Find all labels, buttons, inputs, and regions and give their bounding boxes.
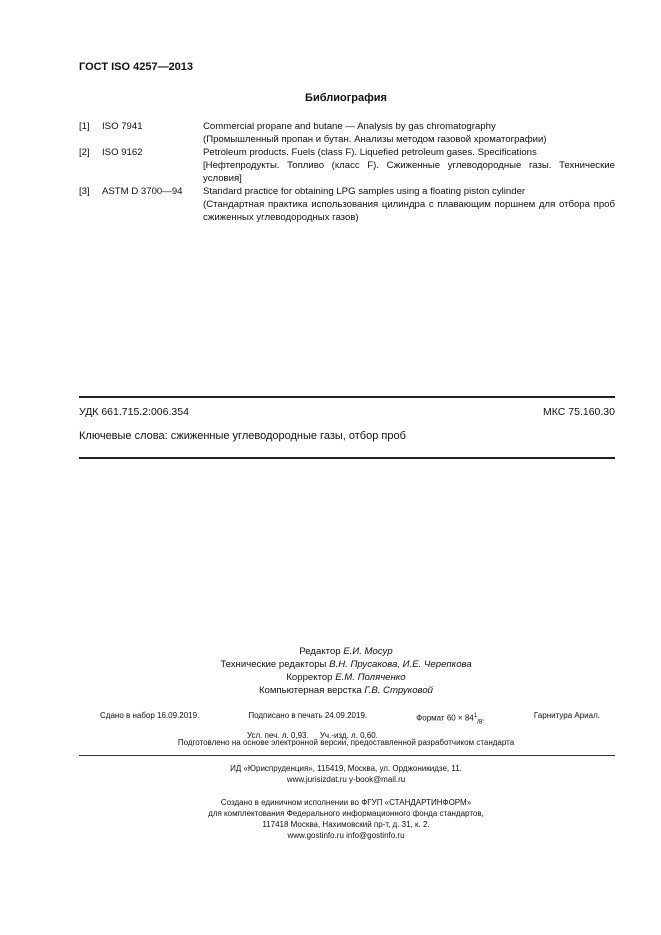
bibliography-entry	[79, 146, 615, 185]
editor-name: Е.И. Мосур	[343, 646, 393, 657]
print-sheets: Усл. печ. л. 0,93.	[247, 731, 309, 741]
editor-line	[0, 645, 661, 658]
made-by-line: Создано в единичном исполнении во ФГУП «СТАНДАРТИНФОРМ»	[220, 798, 472, 807]
entry-code: ISO 9162	[102, 147, 143, 158]
entry-number: [1]	[79, 121, 90, 132]
tech-editors-line	[0, 658, 661, 671]
tech-editors-label: Технические редакторы	[220, 659, 327, 670]
publisher-block	[0, 763, 661, 785]
publisher-contacts: www.jurisizdat.ru y-book@mail.ru	[286, 775, 406, 784]
entry-line: (Стандартная практика использования цилиндра с плавающим поршнем для отбора проб сжиженных углеводородных газов)	[203, 199, 615, 223]
thin-divider	[79, 755, 615, 756]
bibliography-list	[79, 120, 615, 224]
print-info-line	[100, 709, 600, 729]
format-sub: /8	[477, 718, 483, 726]
credits-block	[0, 645, 661, 697]
entry-code: ASTM D 3700—94	[102, 186, 183, 197]
print-format: Формат $60 \times 84^1_{/8}$.	[416, 713, 485, 726]
made-by-address: 117418 Москва, Нахимовский пр-т, д. 31, к. 2.	[262, 820, 430, 829]
entry-text	[203, 120, 615, 146]
layout-name: Г.В. Струковой	[364, 685, 434, 696]
entry-text	[203, 185, 615, 224]
made-by-block	[0, 797, 661, 841]
format-prefix: Формат 60 × 84	[416, 713, 474, 723]
udk-code: УДК 661.715.2:006.354	[79, 406, 189, 418]
layout-line	[0, 684, 661, 697]
mks-code: МКС 75.160.30	[543, 406, 615, 418]
entry-line: (Промышленный пропан и бутан. Анализы методом газовой хроматографии)	[203, 134, 547, 145]
bibliography-entry	[79, 120, 615, 146]
standard-code: ГОСТ ISO 4257—2013	[79, 61, 194, 73]
corrector-name: Е.М. Поляченко	[335, 672, 406, 683]
corrector-label: Корректор	[286, 672, 333, 683]
print-edition: Уч.-изд. л. 0,60.	[319, 731, 378, 741]
bibliography-entry	[79, 185, 615, 224]
tech-editors-names: В.Н. Прусакова, И.Е. Черепкова	[329, 659, 472, 670]
corrector-line	[0, 671, 661, 684]
top-divider	[79, 396, 615, 398]
submitted-date: Сдано в набор 16.09.2019.	[100, 711, 200, 720]
entry-line: Commercial propane and butane — Analysis by gas chromatography	[203, 121, 496, 132]
entry-number: [3]	[79, 186, 90, 197]
editor-label: Редактор	[299, 646, 341, 657]
signed-date: Подписано в печать 24.09.2019.	[248, 711, 368, 720]
keywords: Ключевые слова: сжиженные углеводородные газы, отбор проб	[79, 430, 406, 442]
layout-label: Компьютерная верстка	[258, 685, 362, 696]
entry-line: [Нефтепродукты. Топливо (класс F). Сжиженные углеводородные газы. Технические условия]	[203, 160, 615, 184]
entry-number: [2]	[79, 147, 90, 158]
prepared-note: Подготовлено на основе электронной версии, предоставленной разработчиком стандарта	[177, 738, 515, 747]
entry-code: ISO 7941	[102, 121, 143, 132]
made-by-contacts: www.gostinfo.ru info@gostinfo.ru	[287, 831, 405, 840]
entry-line: Petroleum products. Fuels (class F). Liquefied petroleum gases. Specifications	[203, 147, 537, 158]
print-font: Гарнитура Ариал.	[533, 711, 600, 720]
format-sup: 1	[473, 713, 478, 719]
publisher-address: ИД «Юриспруденция», 115419, Москва, ул. Орджоникидзе, 11.	[230, 764, 462, 773]
entry-text	[203, 146, 615, 185]
bottom-divider	[79, 457, 615, 459]
made-by-line: для комплектования Федерального информационного фонда стандартов,	[208, 809, 484, 818]
bibliography-title: Библиография	[305, 92, 387, 104]
entry-line: Standard practice for obtaining LPG samples using a floating piston cylinder	[203, 186, 526, 197]
